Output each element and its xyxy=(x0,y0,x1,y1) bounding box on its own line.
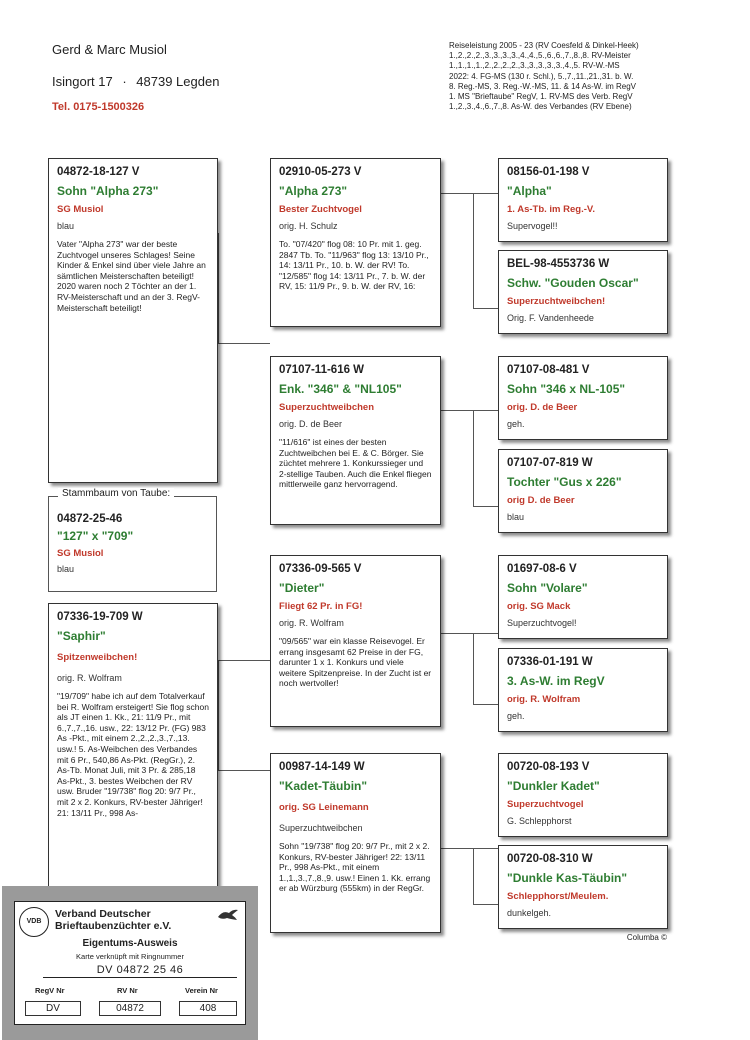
footer-credit: Columba © xyxy=(626,933,667,942)
pigeon-description: "19/709" habe ich auf dem Totalverkauf bei R. Wolfram ersteigert! Sie flog schon als JT einen 1. Kk., 21: 11/9 Pr., mit 6.,7.,7.,16. usw., 22: 13/12 Pr. (FG) 983 As -Pkt., mit einem 2.,2.,2.,3.,7.,13. usw.! 5. As-Weibchen des Verbandes mit 6 Pr., 540,86 As-Pkt. (RegGr.), 2. As-Tb. Monat Juli, mit 3 Pr. & 285,18 As-Pkt., 3. bestes Weibchen der RV usw. Bruder "19/738" flog 20: 9/7 Pr., mit 2 x 2. Konkurs, RV-bester Jähriger! 21: 13/11 Pr., 998 As- xyxy=(57,691,209,818)
performance-summary xyxy=(449,41,709,112)
ring-number: 07107-08-481 V xyxy=(507,364,590,376)
ring-number: 02910-05-273 V xyxy=(279,166,362,178)
pigeon-info: blau xyxy=(507,512,525,522)
grandparent-box xyxy=(270,753,441,933)
pigeon-name: Tochter "Gus x 226" xyxy=(507,475,622,489)
ring-number: 07336-19-709 W xyxy=(57,611,143,623)
pigeon-info: Superzuchtweibchen xyxy=(279,823,363,833)
pigeon-title: Superzuchtweibchen! xyxy=(507,296,606,307)
pigeon-title: Schlepphorst/Meulem. xyxy=(507,891,609,902)
card-column-label: Verein Nr xyxy=(185,986,218,995)
pigeon-origin: orig. H. Schulz xyxy=(279,221,338,231)
connector-line xyxy=(473,308,498,309)
pigeon-title: SG Musiol xyxy=(57,204,104,215)
connector-line xyxy=(218,233,219,343)
connector-line xyxy=(441,633,498,634)
pigeon-title: orig. SG Mack xyxy=(507,601,571,612)
card-verein-value: 408 xyxy=(179,1001,237,1016)
card-title: Eigentums-Ausweis xyxy=(82,938,178,949)
pigeon-name: "Dunkler Kadet" xyxy=(507,779,600,793)
pigeon-description: Vater "Alpha 273" war der beste Zuchtvogel unseres Schlages! Seine Kinder & Enkel sind über viele Jahre an sämtlichen Meisterschaften beteiligt! 2020 waren noch 2 Töchter an der 1. RV-Meisterschaft und an der 3. RegV-Meisterschaft beteiligt! xyxy=(57,239,206,313)
card-column-label: RegV Nr xyxy=(35,986,65,995)
pigeon-description: Sohn "19/738" flog 20: 9/7 Pr., mit 2 x 2. Konkurs, RV-bester Jähriger! 22: 13/11 Pr., 998 As-Pkt., mit einem 1.,1.,3.,7.,8.,9. usw.! Einen 1. Kk. errang er ab Würzburg (555km) in der RegGr. xyxy=(279,841,431,894)
ownership-card xyxy=(2,886,258,1040)
connector-line xyxy=(218,660,219,770)
address-city: 48739 Legden xyxy=(136,74,220,89)
pigeon-color: blau xyxy=(57,221,75,231)
card-regv-value: DV xyxy=(25,1001,81,1016)
great-grandparent-box xyxy=(498,845,668,929)
connector-line xyxy=(473,848,474,904)
ring-number: 07107-11-616 W xyxy=(279,364,365,376)
ring-number: 00987-14-149 W xyxy=(279,761,365,773)
address-street: Isingort 17 xyxy=(52,74,113,89)
ring-number: 08156-01-198 V xyxy=(507,166,590,178)
pigeon-icon xyxy=(217,908,239,922)
pigeon-info: Orig. F. Vandenheede xyxy=(507,313,594,323)
connector-line xyxy=(218,770,270,771)
pigeon-title: SG Musiol xyxy=(57,548,104,559)
performance-line: 1.,2.,3.,4.,6.,7.,8. As-W. des Verbandes (RV Ebene) xyxy=(449,102,632,112)
subject-box xyxy=(48,496,217,592)
association-logo-icon: VDB xyxy=(19,907,49,937)
pigeon-title: orig. R. Wolfram xyxy=(507,694,581,705)
sire-box xyxy=(48,158,218,483)
great-grandparent-box xyxy=(498,555,668,639)
pigeon-title: Superzuchtvogel xyxy=(507,799,584,810)
great-grandparent-box xyxy=(498,449,668,533)
pigeon-name: "Saphir" xyxy=(57,629,106,643)
connector-line xyxy=(441,193,498,194)
ring-number: 07336-09-565 V xyxy=(279,563,362,575)
performance-line: 1.,1.,1.,1.,2.,2.,2.,2.,3.,3.,3.,3.,3.,4.,5. RV-W.-MS xyxy=(449,61,620,71)
pigeon-info: geh. xyxy=(507,711,525,721)
pigeon-name: "127" x "709" xyxy=(57,529,134,543)
breeder-phone: Tel. 0175-1500326 xyxy=(52,101,145,113)
pigeon-name: Sohn "Volare" xyxy=(507,581,588,595)
pigeon-info: geh. xyxy=(507,419,525,429)
grandparent-box xyxy=(270,555,441,727)
pigeon-origin: orig. R. Wolfram xyxy=(57,673,122,683)
pigeon-title: orig. D. de Beer xyxy=(507,402,578,413)
pigeon-name: Enk. "346" & "NL105" xyxy=(279,382,402,396)
ring-number: 07107-07-819 W xyxy=(507,457,593,469)
association-name-line: Verband Deutscher xyxy=(55,908,151,920)
pigeon-name: "Alpha 273" xyxy=(279,184,348,198)
great-grandparent-box xyxy=(498,753,668,837)
connector-line xyxy=(218,660,270,661)
pigeon-info: dunkelgeh. xyxy=(507,908,552,918)
grandparent-box xyxy=(270,356,441,525)
dam-box xyxy=(48,603,218,893)
connector-line xyxy=(218,343,270,344)
connector-line xyxy=(473,193,474,308)
pigeon-description: "09/565" war ein klasse Reisevogel. Er errang insgesamt 62 Preise in der FG, darunter 1 x 1. Konkurs und viele weitere Spitzenpreise. In der Zucht ist er noch wertvoller! xyxy=(279,636,432,689)
pigeon-name: 3. As-W. im RegV xyxy=(507,674,605,688)
ring-number: 04872-25-46 xyxy=(57,513,123,525)
card-column-label: RV Nr xyxy=(117,986,138,995)
association-name-line: Brieftaubenzüchter e.V. xyxy=(55,920,172,932)
pigeon-title: orig D. de Beer xyxy=(507,495,575,506)
pigeon-title: Bester Zuchtvogel xyxy=(279,204,362,215)
pigeon-title: 1. As-Tb. im Reg.-V. xyxy=(507,204,595,215)
ring-number: BEL-98-4553736 W xyxy=(507,258,610,270)
pigeon-name: Sohn "346 x NL-105" xyxy=(507,382,626,396)
card-rv-value: 04872 xyxy=(99,1001,161,1016)
pigeon-origin: orig. R. Wolfram xyxy=(279,618,344,628)
pigeon-info: Supervogel!! xyxy=(507,221,558,231)
pigeon-name: "Dunkle Kas-Täubin" xyxy=(507,871,628,885)
connector-line xyxy=(441,410,498,411)
pigeon-title: Fliegt 62 Pr. in FG! xyxy=(279,601,363,612)
great-grandparent-box xyxy=(498,648,668,732)
performance-line: Reiseleistung 2005 - 23 (RV Coesfeld & Dinkel-Heek) xyxy=(449,41,639,50)
ring-number: 00720-08-310 W xyxy=(507,853,593,865)
pigeon-title: orig. SG Leinemann xyxy=(279,802,369,813)
great-grandparent-box xyxy=(498,356,668,440)
connector-line xyxy=(473,904,498,905)
connector-line xyxy=(473,506,498,507)
pigeon-origin: orig. D. de Beer xyxy=(279,419,343,429)
performance-line: 8. Reg.-MS, 3. Reg.-W.-MS, 11. & 14 As-W. im RegV xyxy=(449,81,637,91)
pigeon-name: "Dieter" xyxy=(279,581,325,595)
pigeon-name: "Kadet-Täubin" xyxy=(279,779,368,793)
breeder-address xyxy=(52,74,219,89)
great-grandparent-box xyxy=(498,158,668,242)
performance-line: 1.,2.,2.,2.,3.,3.,3.,3.,4.,4.,5.,6.,6.,7.,8.,8. RV-Meister xyxy=(449,51,631,61)
breeder-name: Gerd & Marc Musiol xyxy=(52,42,167,57)
grandparent-box xyxy=(270,158,441,327)
pigeon-name: Schw. "Gouden Oscar" xyxy=(507,276,639,290)
address-separator: · xyxy=(122,74,127,89)
performance-line: 1. MS "Brieftaube" RegV, 1. RV-MS des Verb. RegV xyxy=(449,92,633,102)
connector-line xyxy=(473,410,474,506)
ring-number: 07336-01-191 W xyxy=(507,656,593,668)
pigeon-title: Superzuchtweibchen xyxy=(279,402,375,413)
connector-line xyxy=(473,633,474,704)
pigeon-color: blau xyxy=(57,564,75,574)
great-grandparent-box xyxy=(498,250,668,334)
pigeon-description: "11/616" ist eines der besten Zuchtweibchen bei E. & C. Börger. Sie züchtet mehrere 1. Konkurssieger und 2-stellige Tauben. Auch die Enkel fliegen mittlerweile ganz hervorragend. xyxy=(279,437,432,490)
pigeon-info: G. Schlepphorst xyxy=(507,816,572,826)
connector-line xyxy=(441,848,498,849)
ring-number: 00720-08-193 V xyxy=(507,761,590,773)
card-subtitle: Karte verknüpft mit Ringnummer xyxy=(76,952,184,961)
pigeon-info: Superzuchtvogel! xyxy=(507,618,577,628)
pigeon-name: Sohn "Alpha 273" xyxy=(57,184,159,198)
ring-number: 04872-18-127 V xyxy=(57,166,140,178)
association-name xyxy=(55,908,171,932)
pigeon-description: To. "07/420" flog 08: 10 Pr. mit 1. geg. 2847 Tb. To. "11/963" flog 13: 13/10 Pr., 14: 13/11 Pr., 10. b. W. der RV! To. "12/585" flog 14: 13/11 Pr., 7. b. W. der RV, 15: 11/9 Pr., 9. b. W. der RV, 16: xyxy=(279,239,429,292)
performance-line: 2022: 4. FG-MS (130 r. Schl.), 5.,7.,11.,21.,31. b. W. xyxy=(449,71,634,81)
pigeon-title: Spitzenweibchen! xyxy=(57,652,138,663)
ring-number: 01697-08-6 V xyxy=(507,563,577,575)
connector-line xyxy=(473,704,498,705)
pigeon-name: "Alpha" xyxy=(507,184,552,198)
card-ring-number: DV 04872 25 46 xyxy=(43,964,237,978)
pedigree-label: Stammbaum von Taube: xyxy=(58,488,174,499)
